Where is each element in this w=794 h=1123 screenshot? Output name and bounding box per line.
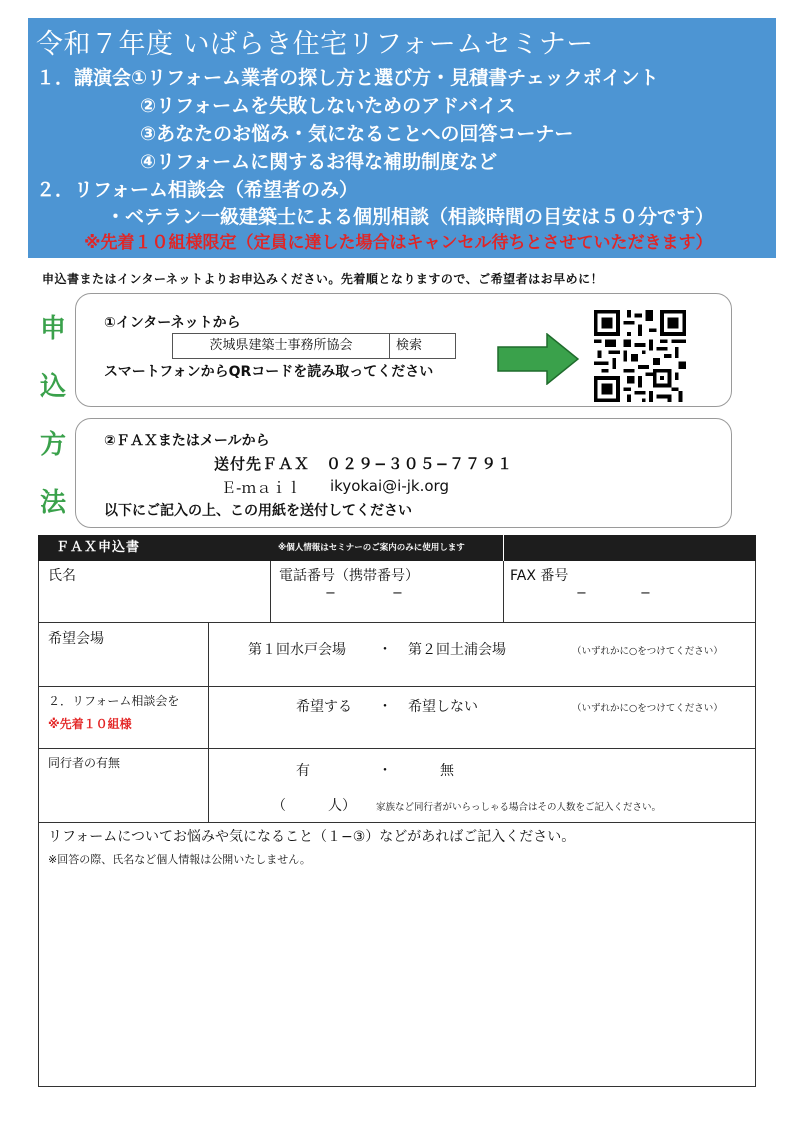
- consult-circle-note: （いずれかに○をつけてください）: [572, 703, 723, 714]
- venue-option-mito[interactable]: 第１回水戸会場: [248, 642, 346, 658]
- arrow-right-icon: [497, 333, 579, 385]
- fax-mail-heading: ②ＦＡＸまたはメールから: [104, 433, 270, 449]
- concerns-note: ※回答の際、氏名など個人情報は公開いたしません。: [48, 853, 311, 866]
- companion-option-no[interactable]: 無: [440, 763, 454, 779]
- limit-notice: ※先着１０組様限定（定員に達した場合はキャンセル待ちとさせていただきます）: [84, 233, 713, 253]
- internet-heading: ①インターネットから: [104, 315, 241, 331]
- fax-dash-1: −: [576, 586, 587, 601]
- method-char-4: 法: [39, 488, 66, 518]
- people-close: 人）: [328, 798, 356, 814]
- consult-line: ２．リフォーム相談会（希望者のみ）: [36, 179, 359, 201]
- search-button[interactable]: 検索: [396, 338, 423, 353]
- companion-option-yes[interactable]: 有: [296, 763, 310, 779]
- intro-text: 申込書またはインターネットよりお申込みください。先着順となりますので、ご希望者はお早めに！: [42, 272, 604, 286]
- fax-number-line: 送付先ＦＡＸ ０２９−３０５−７７９１: [214, 455, 514, 473]
- qr-instruction: スマートフォンからQRコードを読み取ってください: [104, 364, 434, 380]
- lecture-line-2: ②リフォームを失敗しないためのアドバイス: [140, 95, 516, 117]
- people-open: （: [272, 798, 286, 814]
- concerns-input-area[interactable]: [40, 870, 754, 1084]
- method-char-1: 申: [39, 314, 66, 344]
- lecture-line-4: ④リフォームに関するお得な補助制度など: [140, 151, 498, 173]
- phone-dash-2: −: [392, 586, 403, 601]
- email-address[interactable]: ikyokai@i-jk.org: [330, 477, 449, 495]
- venue-separator: ・: [378, 642, 392, 658]
- concerns-label: リフォームについてお悩みや気になること（１−③）などがあればご記入ください。: [48, 829, 576, 845]
- people-note: 家族など同行者がいらっしゃる場合はその人数をご記入ください。: [376, 802, 662, 813]
- seminar-header: [28, 18, 776, 258]
- lecture-line-3: ③あなたのお悩み・気になることへの回答コーナー: [140, 123, 574, 145]
- lecture-line-1: １．講演会①リフォーム業者の探し方と選び方・見積書チェックポイント: [36, 67, 659, 89]
- name-label: 氏名: [48, 568, 76, 584]
- form-header-bar: [38, 535, 756, 561]
- seminar-title: 令和７年度 いばらき住宅リフォームセミナー: [36, 29, 594, 60]
- method-char-3: 方: [39, 430, 66, 460]
- consult-separator: ・: [378, 699, 392, 715]
- method-char-2: 込: [39, 372, 66, 402]
- consult-label: ２．リフォーム相談会を: [48, 694, 180, 708]
- venue-circle-note: （いずれかに○をつけてください）: [572, 646, 723, 657]
- consult-option-no[interactable]: 希望しない: [408, 699, 478, 715]
- privacy-note: ※個人情報はセミナーのご案内のみに使用します: [278, 543, 465, 553]
- fax-label: FAX 番号: [510, 568, 569, 584]
- venue-label: 希望会場: [48, 631, 104, 647]
- consult-detail-line: ・ベテラン一級建築士による個別相談（相談時間の目安は５０分です）: [106, 206, 715, 228]
- companion-label: 同行者の有無: [48, 756, 121, 770]
- send-instruction: 以下にご記入の上、この用紙を送付してください: [104, 503, 412, 519]
- qr-code-icon[interactable]: [594, 310, 686, 402]
- people-count-input[interactable]: [290, 794, 326, 814]
- venue-option-tsuchiura[interactable]: 第２回土浦会場: [408, 642, 506, 658]
- search-box[interactable]: [172, 333, 456, 359]
- search-term: 茨城県建築士事務所協会: [173, 334, 390, 358]
- fax-dash-2: −: [640, 586, 651, 601]
- consult-limit: ※先着１０組様: [48, 717, 132, 731]
- phone-label: 電話番号（携帯番号）: [279, 568, 419, 584]
- phone-dash-1: −: [325, 586, 336, 601]
- companion-separator: ・: [378, 763, 392, 779]
- email-label: Ｅ-ｍａｉｌ: [221, 479, 302, 497]
- form-title: ＦＡＸ申込書: [56, 540, 141, 555]
- consult-option-yes[interactable]: 希望する: [296, 699, 352, 715]
